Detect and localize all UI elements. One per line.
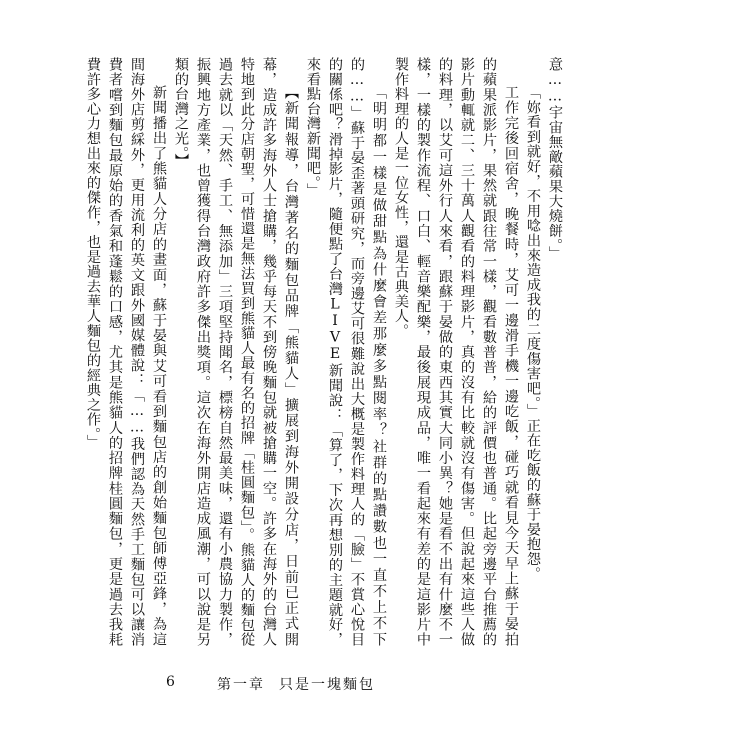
body-text — [82, 57, 566, 647]
running-head — [217, 674, 375, 694]
paragraph-3: 工作完後回宿舍，晚餐時，艾可一邊滑手機一邊吃飯，碰巧就看見今天早上蘇于晏拍的蘋果派影片，果然就跟往常一樣，觀看數普普，給的評價也普通。比起旁邊平台推薦的影片動輒就二、三十萬人觀看的料理影片，真的沒有比較就沒有傷害。但說起來這些人做的料理，以艾可這外行人來看，跟蘇于晏做的東西其實大同小異？她是看不出有什麼不一樣，一樣的製作流程、口白、輕音樂配樂，最後展現成品，唯一看起來有差的是這影片中製作料理的人是一位女性，還是古典美人。 — [393, 57, 519, 647]
paragraph-4: 「明明都一樣是做甜點為什麼會差那麼多點閱率？社群的點讚數也一直不上不下的……」蘇于晏歪著頭研究，而旁邊艾可很難說出大概是製作料理人的「臉」不賞心悅目的關係吧？滑掉影片，隨便點了台灣LIVE新聞說：「算了，下次再想別的主題就好，來看點台灣新聞吧。」 — [305, 57, 387, 647]
paragraph-2: 「妳看到就好，不用唸出來造成我的二度傷害吧。」正在吃飯的蘇于晏抱怨。 — [525, 85, 541, 582]
paragraph-6: 新聞播出了熊貓人分店的畫面，蘇于晏與艾可看到麵包店的創始麵包師傅亞鋒，為這間海外店剪綵外，更用流利的英文跟外國媒體說：「……我們認為天然手工麵包可以讓消費者嚐到麵包最原始的香氣和蓬鬆的口感，尤其是熊貓人的招牌桂圓麵包，更是過去我耗費許多心力想出來的傑作，也是過去華人麵包的經典之作。」 — [85, 57, 167, 647]
chapter-label: 第一章 — [217, 677, 265, 693]
paragraph-5: 【新聞報導，台灣著名的麵包品牌「熊貓人」擴展到海外開設分店，日前已正式開幕，造成許多海外人士搶購，幾乎每天不到傍晚麵包就被搶購一空。許多在海外的台灣人特地到此分店朝聖，可惜還是無法買到熊貓人最有名的招牌「桂圓麵包」。熊貓人的麵包從過去就以「天然、手工、無添加」三項堅持聞名，標榜自然最美味，還有小農協力製作，振興地方產業，也曾獲得台灣政府許多傑出獎項。這次在海外開店造成風潮，可以說是另類的台灣之光。】 — [173, 57, 299, 647]
page-number: 6 — [166, 674, 176, 690]
paragraph-1: 意……宇宙無敵蘋果大燒餅。」 — [547, 57, 563, 261]
chapter-title: 只是一塊麵包 — [279, 677, 375, 693]
